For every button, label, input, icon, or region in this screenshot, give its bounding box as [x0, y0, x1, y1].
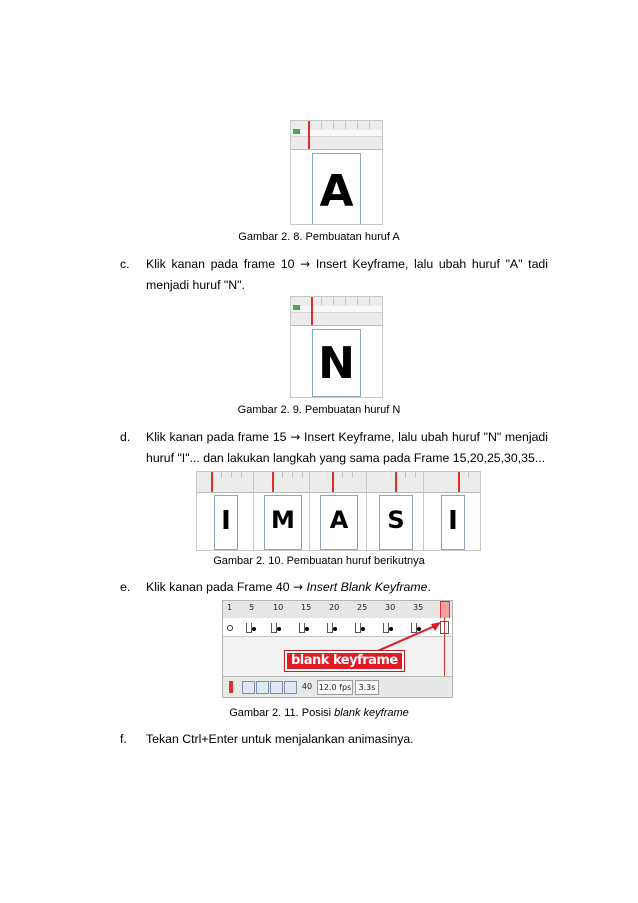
onion-skin-icon[interactable] [242, 681, 255, 694]
step-c [120, 254, 548, 298]
stage-letter: A [319, 166, 354, 217]
ruler-number: 10 [273, 603, 284, 612]
step-d [120, 427, 548, 471]
ruler-number: 1 [227, 603, 233, 612]
figure-2-10-panel-1 [196, 471, 254, 551]
timeline-status-bar [223, 676, 452, 698]
figure-2-11-timeline [222, 600, 453, 698]
figure-2-9-caption: Gambar 2. 9. Pembuatan huruf N [237, 404, 401, 416]
step-text: Klik kanan pada frame 10 → Insert Keyframe, lalu ubah huruf "A" tadi menjadi huruf "N". [146, 257, 548, 292]
ruler-number: 15 [301, 603, 312, 612]
figure-2-10-panel-2 [253, 471, 311, 551]
current-frame-field: 40 [301, 682, 313, 691]
onion-skin-outlines-icon[interactable] [256, 681, 269, 694]
stage-letter: I [448, 506, 458, 536]
layer-icon [293, 305, 300, 310]
edit-multiple-frames-icon[interactable] [270, 681, 283, 694]
figure-2-8-caption: Gambar 2. 8. Pembuatan huruf A [238, 231, 400, 243]
ruler-number: 35 [413, 603, 424, 612]
figure-2-10-panel-5 [423, 471, 481, 551]
figure-2-8-screenshot [290, 120, 383, 225]
frame-rate-field[interactable]: 12.0 fps [317, 680, 353, 695]
stage-letter: N [318, 338, 355, 389]
figure-2-10-panel-3 [309, 471, 367, 551]
figure-2-11-caption: Gambar 2. 11. Posisi blank keyframe [229, 707, 409, 719]
step-text: Tekan Ctrl+Enter untuk menjalankan animasinya. [146, 732, 414, 746]
timeline-panel [291, 121, 382, 150]
stage-canvas [312, 153, 361, 225]
step-marker: d. [120, 430, 131, 444]
step-marker: c. [120, 257, 130, 271]
figure-2-10-panel-4 [366, 471, 424, 551]
ruler-number: 25 [357, 603, 368, 612]
ruler-number: 5 [249, 603, 255, 612]
stage-letter: M [271, 506, 295, 534]
step-text: Klik kanan pada Frame 40 → Insert Blank Keyframe. [146, 580, 431, 594]
timeline-panel [291, 297, 382, 326]
step-text: Klik kanan pada frame 15 → Insert Keyframe, lalu ubah huruf "N" menjadi huruf "I"... dan lakukan langkah yang sama pada Frame 15,20,25,30,35... [146, 430, 548, 465]
arrow-right-icon: → [292, 580, 304, 594]
stage-letter: I [221, 506, 231, 536]
ruler-number: 30 [385, 603, 396, 612]
arrow-right-icon: → [300, 257, 311, 271]
ruler-number: 20 [329, 603, 340, 612]
center-frame-icon[interactable] [229, 681, 233, 693]
step-e [120, 577, 548, 599]
stage-letter: A [329, 506, 349, 534]
playhead [308, 121, 310, 149]
step-marker: f. [120, 732, 127, 746]
step-f [120, 729, 548, 751]
figure-2-9-screenshot [290, 296, 383, 398]
arrow-right-icon: → [290, 430, 301, 444]
modify-markers-icon[interactable] [284, 681, 297, 694]
figure-2-10-caption: Gambar 2. 10. Pembuatan huruf berikutnya [213, 555, 425, 567]
playhead [311, 297, 313, 325]
step-marker: e. [120, 580, 131, 594]
blank-keyframe-label: blank keyframe [285, 651, 404, 671]
stage-canvas [312, 329, 361, 397]
elapsed-time-field: 3.3s [355, 680, 379, 695]
layer-icon [293, 129, 300, 134]
stage-letter: S [387, 506, 405, 534]
